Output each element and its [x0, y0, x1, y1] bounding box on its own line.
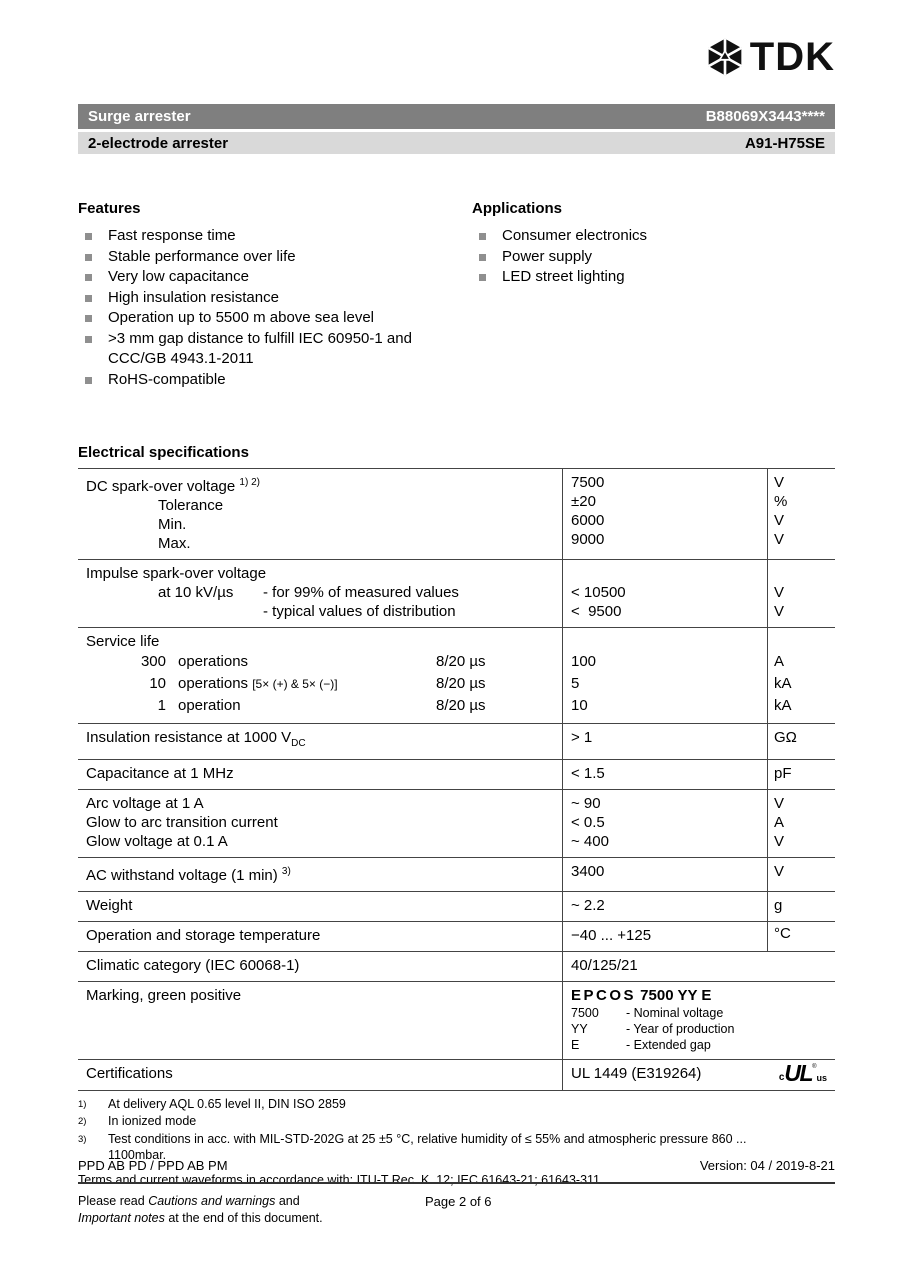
spec-label: Operation and storage temperature — [86, 927, 321, 944]
spec-label: Capacitance at 1 MHz — [86, 765, 234, 782]
spec-unit: kA — [774, 697, 792, 714]
feature-text: High insulation resistance — [108, 288, 279, 306]
spec-unit: V — [774, 603, 785, 620]
tdk-logo — [706, 37, 835, 77]
table-row — [78, 469, 835, 560]
spec-unit: pF — [774, 765, 792, 782]
footnote-marker: 2) — [78, 1116, 87, 1128]
spec-value: < 0.5 — [571, 814, 605, 831]
spec-value: 6000 — [571, 512, 605, 529]
spec-sublabel: Max. — [158, 535, 191, 552]
list-item — [472, 267, 835, 288]
feature-text: Operation up to 5500 m above sea level — [108, 309, 375, 326]
footnote-ref: 1) 2) — [239, 477, 260, 488]
marking-example: EPCOS 7500 YY E — [571, 987, 712, 1004]
spec-label: Impulse spark-over voltage — [86, 565, 267, 582]
applications-section — [472, 200, 835, 390]
list-item — [78, 267, 472, 288]
spec-sublabel: - typical values of distribution — [263, 603, 456, 620]
table-row — [78, 1060, 835, 1091]
page-footer — [78, 1158, 835, 1227]
applications-list — [472, 226, 835, 288]
bullet-square-icon — [85, 274, 92, 281]
table-row — [78, 858, 835, 892]
caution-note: Please read Cautions and warnings and Important notes at the end of this document. — [78, 1194, 323, 1225]
spec-unit: V — [774, 474, 785, 491]
application-text: LED street lighting — [502, 268, 625, 285]
feature-text: Very low capacitance — [108, 268, 249, 285]
spec-unit: V — [774, 512, 785, 529]
tdk-hexagon-icon — [706, 38, 744, 76]
spec-value: ~ 90 — [571, 795, 601, 812]
bullet-square-icon — [85, 233, 92, 240]
spec-value: 10 — [571, 697, 588, 714]
feature-text: Stable performance over life — [108, 247, 296, 265]
table-row — [78, 760, 835, 790]
feature-text: >3 mm gap distance to fulfill IEC 60950-1 and CCC/GB 4943.1-2011 — [108, 329, 412, 367]
terms-note: Terms and current waveforms in accordance with: ITU-T Rec. K. 12; IEC 61643-21; 61643-311. — [78, 1172, 604, 1187]
waveform: 8/20 µs — [436, 675, 486, 692]
spec-value: ~ 2.2 — [571, 897, 605, 914]
footnote-marker: 3) — [78, 1133, 87, 1145]
spec-value: 5 — [571, 675, 580, 692]
spec-unit: A — [774, 653, 785, 670]
spec-unit: V — [774, 863, 785, 880]
subscript: DC — [291, 738, 306, 749]
certification-value: UL 1449 (E319264) — [571, 1065, 702, 1083]
bullet-square-icon — [85, 315, 92, 322]
spec-value: 100 — [571, 653, 597, 670]
marking-legend-row: YY - Year of production — [571, 1022, 735, 1036]
spec-unit: °C — [774, 925, 791, 942]
table-row — [78, 982, 835, 1060]
type-code: A91-H75SE — [744, 134, 825, 152]
spec-label: Weight — [86, 897, 133, 914]
logo-row — [78, 0, 835, 78]
list-item — [78, 370, 472, 391]
spec-label: Glow voltage at 0.1 A — [86, 833, 228, 850]
applications-title: Applications — [472, 200, 563, 217]
page-content — [78, 0, 835, 1187]
spec-sublabel: Min. — [158, 516, 187, 533]
spec-unit: g — [774, 897, 783, 914]
list-item — [472, 247, 835, 268]
marking-legend-row: 7500 - Nominal voltage — [571, 1006, 724, 1020]
spec-value: < 1.5 — [571, 765, 605, 782]
application-text: Consumer electronics — [502, 227, 648, 244]
spec-label: Insulation resistance at 1000 $V_{DC}$ — [86, 729, 306, 749]
operation-count: 300 — [140, 653, 166, 670]
footnote-marker: 1) — [78, 1098, 87, 1110]
application-text: Power supply — [502, 247, 593, 265]
spec-sublabel: operations — [178, 653, 249, 670]
spec-sublabel: - for 99% of measured values — [263, 584, 459, 601]
features-section — [78, 200, 472, 390]
spec-label: AC withstand voltage (1 min) $^{3)}$ — [86, 866, 291, 884]
bullet-square-icon — [479, 274, 486, 281]
tdk-wordmark: TDK — [749, 35, 835, 79]
spec-label: Arc voltage at 1 A — [86, 795, 204, 812]
feature-text: RoHS-compatible — [108, 370, 226, 388]
spec-label: Service life — [86, 633, 160, 650]
list-item — [78, 226, 472, 247]
spec-label: Glow to arc transition current — [86, 814, 278, 831]
list-item — [78, 329, 472, 370]
footnote: 3) Test conditions in acc. with MIL-STD-202G at 25 ±5 °C, relative humidity of ≤ 55% and atmospheric pressure 860 ... 1100mbar. — [78, 1131, 747, 1163]
spec-label: DC spark-over voltage $^{1) 2)}$ — [86, 477, 260, 495]
page-number: Page 2 of 6 — [425, 1194, 492, 1209]
table-row — [78, 560, 835, 628]
product-type: 2-electrode arrester — [88, 134, 229, 152]
table-row — [78, 628, 835, 724]
title-bar-secondary — [78, 132, 835, 154]
epcos-wordmark: EPCOS — [571, 987, 637, 1004]
waveform: 8/20 µs — [436, 697, 486, 714]
spec-sublabel: operations — [178, 675, 253, 692]
spec-label: Certifications — [86, 1065, 173, 1082]
part-number: B88069X3443**** — [705, 108, 825, 125]
bullet-square-icon — [85, 336, 92, 343]
footnote-ref: 3) — [281, 866, 291, 877]
spec-condition: at 10 kV/µs — [158, 584, 234, 601]
table-row — [78, 790, 835, 858]
spec-sublabel: operation — [178, 697, 241, 714]
spec-value: −40 ... +125 — [571, 927, 652, 944]
polarity-note: [5× (+) & 5× (−)] — [252, 677, 338, 691]
department: PPD AB PD / PPD AB PM — [78, 1158, 228, 1173]
spec-unit: V — [774, 584, 785, 601]
spec-value: ±20 — [571, 493, 596, 510]
version: Version: 04 / 2019-8-21 — [699, 1158, 835, 1173]
list-item — [78, 308, 472, 329]
spec-unit: V — [774, 795, 785, 812]
spec-value: 3400 — [571, 863, 605, 880]
footnote: 1) At delivery AQL 0.65 level II, DIN ISO 2859 — [78, 1096, 835, 1114]
spec-label: Climatic category (IEC 60068-1) — [86, 957, 300, 974]
table-row — [78, 724, 835, 760]
feature-text: Fast response time — [108, 227, 236, 244]
bullet-square-icon — [479, 254, 486, 261]
operation-count: 1 — [157, 697, 166, 714]
spec-unit: A — [774, 814, 785, 831]
bullet-square-icon — [85, 295, 92, 302]
spec-value: 9000 — [571, 531, 605, 548]
table-row — [78, 952, 835, 982]
bullet-square-icon — [85, 377, 92, 384]
spec-sublabel: Tolerance — [158, 497, 224, 514]
cul-us-certification-mark-icon: c UL ® us — [778, 1060, 827, 1086]
spec-value: ~ 400 — [571, 833, 609, 850]
spec-unit: V — [774, 833, 785, 850]
list-item — [78, 288, 472, 309]
product-family: Surge arrester — [88, 108, 191, 125]
bullet-square-icon — [479, 233, 486, 240]
waveform: 8/20 µs — [436, 653, 486, 670]
features-list — [78, 226, 472, 390]
table-row — [78, 922, 835, 952]
table-row — [78, 892, 835, 922]
marking-legend-row: E - Extended gap — [571, 1038, 711, 1052]
spec-unit: GΩ — [774, 729, 797, 746]
footnote: 2) In ionized mode — [78, 1113, 835, 1131]
spec-unit: % — [774, 493, 788, 510]
bullet-square-icon — [85, 254, 92, 261]
features-applications — [78, 200, 835, 390]
operation-count: 10 — [149, 675, 166, 692]
spec-unit: kA — [774, 675, 792, 692]
specs-table — [78, 468, 835, 1091]
spec-unit: V — [774, 531, 785, 548]
features-title: Features — [78, 200, 141, 217]
spec-value: 40/125/21 — [571, 957, 638, 974]
spec-value: > 1 — [571, 729, 593, 746]
specs-title: Electrical specifications — [78, 444, 249, 461]
list-item — [78, 247, 472, 268]
list-item — [472, 226, 835, 247]
footer-rule — [78, 1182, 835, 1184]
spec-value: 7500 — [571, 474, 605, 491]
spec-value: < 9500 — [571, 603, 622, 620]
title-bar-primary — [78, 104, 835, 129]
spec-label: Marking, green positive — [86, 987, 242, 1004]
spec-value: < 10500 — [571, 584, 626, 601]
